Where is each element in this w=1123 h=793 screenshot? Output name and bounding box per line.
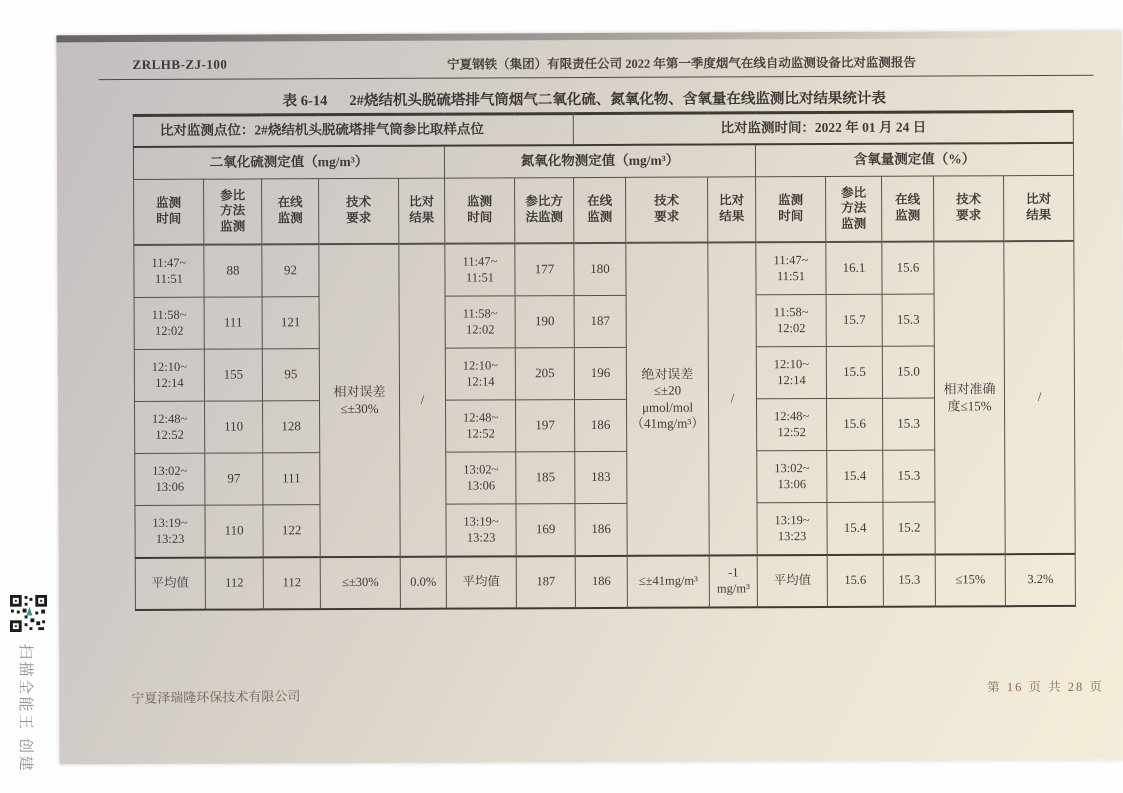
so2-time: 11:58~ 12:02 [134,297,204,349]
so2-avg-label: 平均值 [135,558,205,610]
average-row [135,554,1075,610]
o2-ref-value: 15.4 [827,450,883,502]
o2-avg-tech: ≤15% [935,554,1005,606]
nox-ref-value: 190 [515,296,574,348]
o2-online-value: 15.3 [883,398,935,450]
data-row-2 [134,293,1074,349]
nox-avg-ref: 187 [516,556,575,608]
so2-online-value: 95 [262,349,319,401]
so2-avg-online: 112 [263,557,320,609]
o2-online-value: 15.6 [882,242,934,295]
o2-avg-ref: 15.6 [827,555,883,607]
o2-time: 11:47~ 11:51 [756,242,826,295]
so2-ref-value: 110 [205,401,263,453]
nox-ref-value: 197 [516,400,575,452]
so2-online-value: 92 [262,244,319,297]
so2-ref-value: 88 [204,244,262,297]
footer-company-name: 宁夏泽瑞隆环保技术有限公司 [131,688,301,706]
monitor-point-cell: 比对监测点位：2#烧结机头脱硫塔排气筒参比取样点位 [133,114,573,147]
nox-ref-value: 185 [516,452,575,504]
nox-online-value: 196 [574,347,626,399]
camscanner-qr-code-icon [9,594,48,633]
o2-online-value: 15.2 [883,502,935,555]
o2-avg-label: 平均值 [757,555,827,607]
table-number-label: 表 6-14 [282,93,328,110]
so2-online-value: 121 [262,297,319,349]
nox-ref-value: 205 [515,348,574,400]
so2-avg-result: 0.0% [400,557,446,609]
o2-avg-result: 3.2% [1005,554,1075,606]
nox-ref-value: 169 [516,504,575,557]
o2-time: 12:48~ 12:52 [757,398,827,450]
nox-time: 11:47~ 11:51 [445,243,515,296]
table-caption [117,86,1052,111]
camscanner-watermark-text: 扫描全能王 创建 [17,644,34,774]
so2-ref-value: 111 [204,297,262,349]
group-header-so2: 二氧化硫测定值（mg/m³） [133,146,444,180]
so2-online-value: 128 [263,401,320,453]
so2-time: 12:10~ 12:14 [134,349,204,401]
photo-edge-shadow [56,31,1121,43]
nox-avg-label: 平均值 [446,556,516,608]
comparison-results-table [133,110,1076,611]
so2-time: 13:02~ 13:06 [135,453,205,505]
o2-online-value: 15.0 [882,346,934,398]
so2-ref-value: 155 [204,349,262,401]
o2-time: 13:02~ 13:06 [757,450,827,502]
o2-compare-result: / [1004,241,1075,554]
o2-col-result: 比对 结果 [1004,175,1074,241]
so2-col-time: 监测 时间 [134,179,204,245]
nox-time: 13:19~ 13:23 [446,504,516,557]
so2-avg-ref: 112 [205,557,263,609]
data-row-1 [134,241,1074,298]
o2-col-time: 监测 时间 [756,176,826,242]
so2-online-value: 122 [263,505,320,558]
o2-col-ref: 参比 方法 监测 [826,176,882,242]
so2-col-tech: 技术 要求 [319,178,399,244]
data-row-5 [135,449,1075,505]
group-header-nox: 氮氧化物测定值（mg/m³） [444,144,755,178]
so2-ref-value: 110 [205,505,263,558]
nox-avg-result: -1 mg/m³ [709,555,757,607]
o2-online-value: 15.3 [882,294,934,346]
column-header-row [134,175,1074,245]
so2-avg-tech: ≤±30% [320,557,400,609]
so2-compare-result: / [399,244,446,557]
doc-code: ZRLHB-ZJ-100 [132,56,228,72]
o2-ref-value: 15.5 [826,346,882,398]
so2-online-value: 111 [263,453,320,505]
nox-compare-result: / [708,242,757,555]
data-row-3 [134,345,1074,401]
report-header-title: 宁夏钢铁（集团）有限责任公司 2022 年第一季度烟气在线自动监测设备比对监测报告 [447,55,916,72]
nox-online-value: 186 [575,503,627,556]
table-title-text: 2#烧结机头脱硫塔排气筒烟气二氧化硫、氮氧化物、含氧量在线监测比对结果统计表 [349,90,886,110]
so2-ref-value: 97 [205,453,263,505]
o2-online-value: 15.3 [883,450,935,502]
nox-time: 12:48~ 12:52 [446,400,516,452]
o2-col-tech: 技术 要求 [934,176,1004,242]
nox-col-tech: 技术 要求 [626,177,708,243]
o2-time: 13:19~ 13:23 [757,502,827,555]
so2-col-result: 比对 结果 [399,178,445,244]
so2-time: 12:48~ 12:52 [135,401,205,453]
nox-col-result: 比对 结果 [708,177,756,243]
nox-col-online: 在线 监测 [574,177,626,243]
nox-online-value: 180 [574,243,626,296]
o2-avg-online: 15.3 [883,554,935,606]
nox-online-value: 187 [574,295,626,347]
so2-time: 11:47~ 11:51 [134,245,204,298]
nox-ref-value: 177 [515,243,574,296]
data-row-6 [135,501,1075,558]
nox-col-ref: 参比方 法监测 [515,178,574,244]
nox-col-time: 监测 时间 [445,178,515,244]
o2-time: 11:58~ 12:02 [756,294,826,346]
monitor-time-cell: 比对监测时间：2022 年 01 月 24 日 [573,111,1073,145]
table-meta-row [133,111,1073,147]
nox-online-value: 183 [575,451,627,503]
o2-tech-requirement: 相对准确 度≤15% [934,241,1005,554]
group-header-o2: 含氧量测定值（%） [755,143,1073,177]
o2-col-online: 在线 监测 [882,176,934,242]
nox-time: 12:10~ 12:14 [445,348,515,400]
so2-tech-requirement: 相对误差 ≤±30% [319,244,400,557]
so2-time: 13:19~ 13:23 [135,505,205,558]
so2-col-ref: 参比 方法 监测 [204,179,262,245]
nox-time: 13:02~ 13:06 [446,452,516,504]
footer-page-number: 第 16 页 共 28 页 [987,679,1104,695]
o2-time: 12:10~ 12:14 [756,346,826,398]
nox-avg-tech: ≤±41mg/m³ [627,555,709,607]
nox-tech-requirement: 绝对误差 ≤±20 μmol/mol （41mg/m³） [626,242,709,555]
document-photo [56,31,1123,765]
group-header-row [133,143,1073,180]
nox-online-value: 186 [575,399,627,451]
o2-ref-value: 15.6 [827,398,883,450]
data-row-4 [135,397,1075,453]
so2-col-online: 在线 监测 [262,179,319,245]
o2-ref-value: 15.7 [826,294,882,346]
o2-ref-value: 16.1 [826,242,882,295]
header-rule [99,75,1094,80]
nox-avg-online: 186 [575,556,627,608]
nox-time: 11:58~ 12:02 [445,296,515,348]
o2-ref-value: 15.4 [827,502,883,555]
